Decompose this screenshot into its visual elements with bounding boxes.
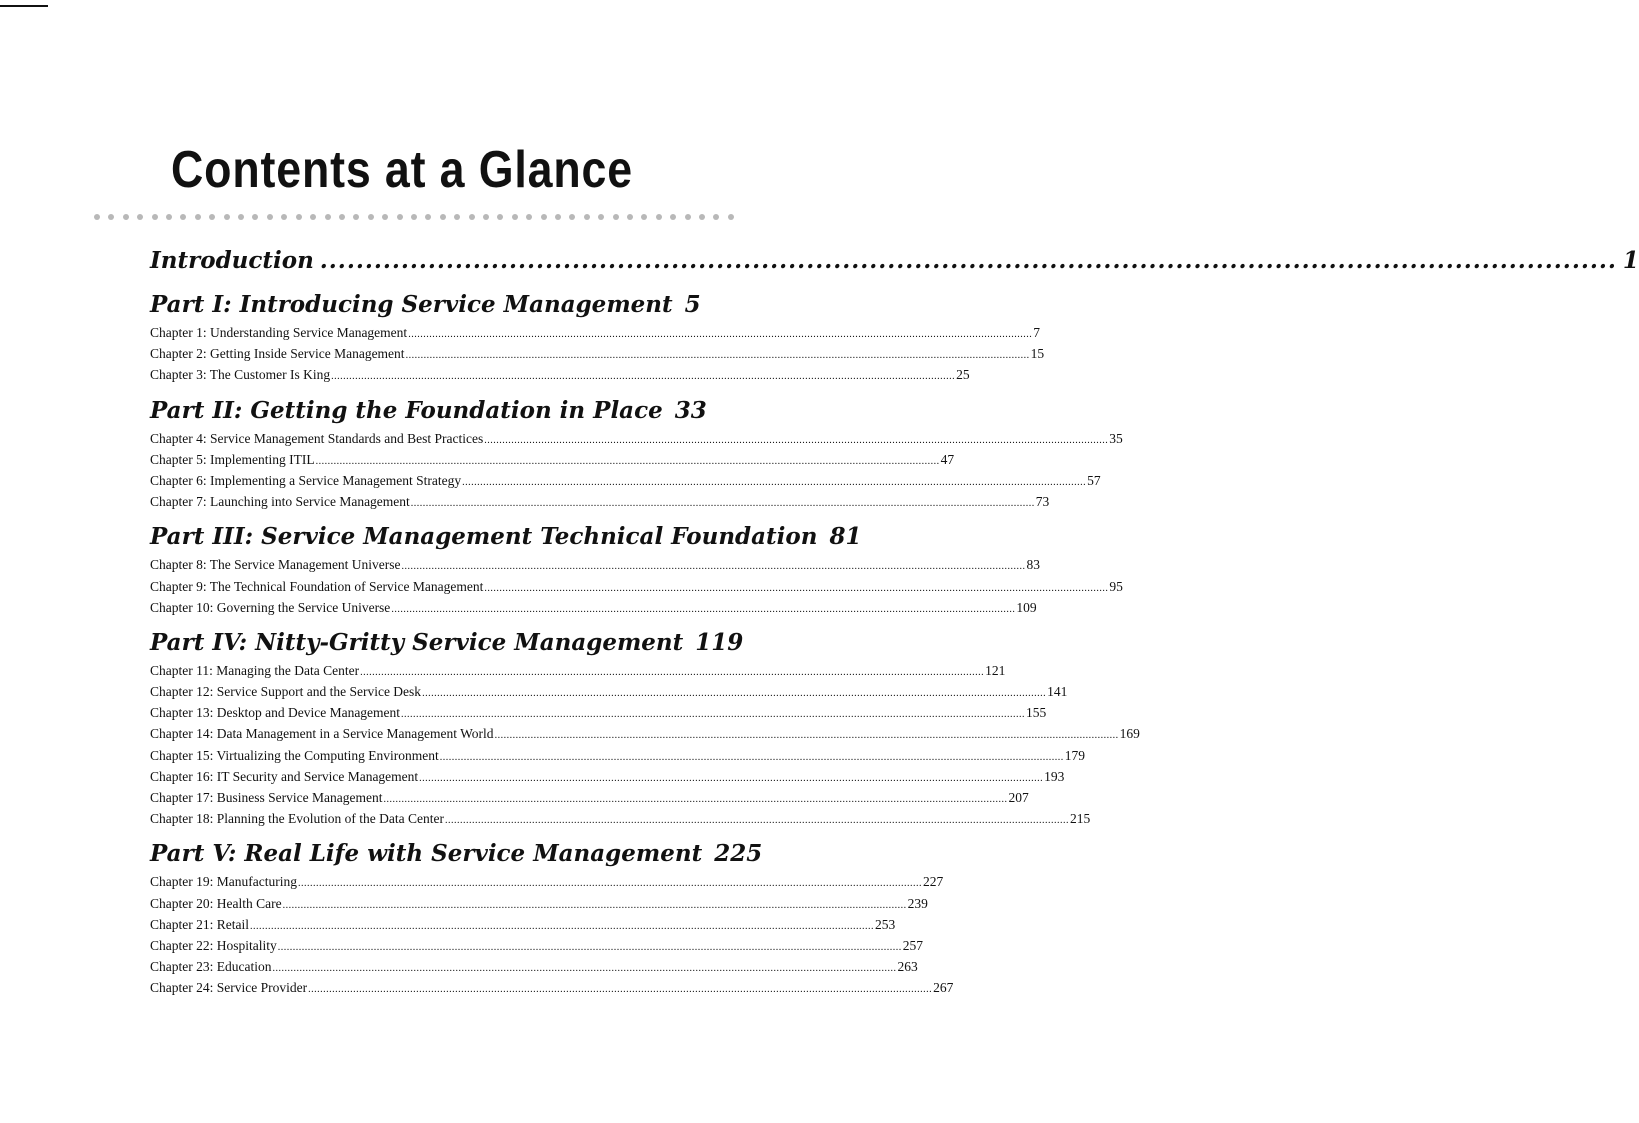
divider-dot (713, 214, 719, 220)
divider-dot (598, 214, 604, 220)
dot-leader (445, 808, 1069, 831)
chapter-title: Chapter 22: Hospitality (150, 937, 277, 953)
toc-chapter-entry[interactable] (150, 935, 923, 956)
chapter-title: Chapter 7: Launching into Service Management (150, 494, 410, 510)
divider-dot (339, 214, 345, 220)
toc-chapter-entry[interactable] (150, 977, 954, 998)
part-title: Part III: Service Management Technical Foundation (150, 523, 818, 551)
dot-leader (298, 871, 922, 894)
part-page-number: 81 (829, 523, 862, 551)
divider-dot (94, 214, 100, 220)
chapter-page-number: 57 (1087, 472, 1101, 488)
dot-leader (495, 723, 1119, 746)
toc-part-heading[interactable] (150, 837, 763, 871)
toc-chapter-entry[interactable] (150, 576, 1123, 597)
divider-dot (440, 214, 446, 220)
chapter-page-number: 193 (1044, 768, 1065, 784)
dot-leader (402, 554, 1026, 577)
dot-leader (401, 702, 1025, 725)
chapter-title: Chapter 23: Education (150, 959, 272, 975)
part-page-number: 5 (684, 291, 701, 318)
dot-leader (320, 244, 1617, 278)
chapter-list (150, 322, 1045, 386)
toc-chapter-entry[interactable] (150, 914, 896, 935)
toc-chapter-entry[interactable] (150, 322, 1040, 343)
divider-dot (180, 214, 186, 220)
toc-part-heading[interactable] (150, 626, 744, 660)
divider-dot (425, 214, 431, 220)
toc-chapter-entry[interactable] (150, 702, 1047, 723)
toc-part-heading[interactable] (150, 520, 862, 554)
divider-dot (296, 214, 302, 220)
divider-dot (656, 214, 662, 220)
chapter-page-number: 253 (874, 916, 896, 932)
part-title: Part II: Getting the Foundation in Place (150, 396, 663, 424)
parts-list (150, 288, 1140, 999)
toc-chapter-entry[interactable] (150, 745, 1086, 766)
dot-leader (411, 491, 1035, 514)
chapter-page-number: 227 (922, 874, 944, 890)
chapter-title: Chapter 10: Governing the Service Universe (150, 599, 391, 615)
chapter-title: Chapter 14: Data Management in a Service Management World (150, 726, 494, 742)
toc-part-heading[interactable] (150, 288, 701, 322)
divider-dot (685, 214, 691, 220)
divider-dot (512, 214, 518, 220)
chapter-title: Chapter 19: Manufacturing (150, 874, 297, 890)
dot-leader (272, 956, 896, 979)
chapter-page-number: 257 (902, 937, 923, 953)
divider-dot (368, 214, 374, 220)
part-page-number: 119 (695, 628, 744, 656)
divider-dot (497, 214, 503, 220)
introduction-page: 1 (1622, 247, 1639, 274)
divider-dot (454, 214, 460, 220)
chapter-page-number: 73 (1035, 494, 1050, 510)
dot-leader (308, 977, 932, 1000)
toc-chapter-entry[interactable] (150, 660, 1006, 681)
toc-chapter-entry[interactable] (150, 766, 1065, 787)
dot-leader (391, 597, 1015, 620)
part-page-number: 225 (714, 840, 763, 868)
dot-leader (360, 660, 984, 683)
chapter-title: Chapter 21: Retail (150, 916, 249, 932)
divider-dot (238, 214, 244, 220)
chapter-list (150, 660, 1140, 830)
chapter-page-number: 95 (1109, 578, 1123, 594)
chapter-page-number: 35 (1109, 430, 1123, 446)
toc-chapter-entry[interactable] (150, 681, 1068, 702)
part-title: Part V: Real Life with Service Management (150, 840, 703, 868)
chapter-list (150, 871, 954, 998)
dot-leader (408, 322, 1032, 345)
chapter-title: Chapter 9: The Technical Foundation of Service Management (150, 578, 484, 594)
divider-dot (641, 214, 647, 220)
divider-dot (699, 214, 705, 220)
chapter-title: Chapter 13: Desktop and Device Management (150, 705, 401, 721)
divider-dot (281, 214, 287, 220)
divider-dot (224, 214, 230, 220)
toc-chapter-entry[interactable] (150, 470, 1101, 491)
divider-dot (123, 214, 129, 220)
part-title: Part I: Introducing Service Management (150, 291, 673, 318)
chapter-title: Chapter 4: Service Management Standards and Best Practices (150, 430, 484, 446)
chapter-page-number: 169 (1119, 726, 1140, 742)
toc-chapter-entry[interactable] (150, 449, 955, 470)
toc-chapter-entry[interactable] (150, 428, 1123, 449)
divider-dot (483, 214, 489, 220)
divider-dot (555, 214, 561, 220)
dot-leader (422, 681, 1046, 704)
divider-dot (541, 214, 547, 220)
divider-dot (526, 214, 532, 220)
chapter-page-number: 207 (1008, 790, 1029, 805)
chapter-title: Chapter 20: Health Care (150, 895, 282, 911)
toc-chapter-entry[interactable] (150, 893, 928, 914)
toc-chapter-entry[interactable] (150, 808, 1091, 829)
chapter-title: Chapter 6: Implementing a Service Management Strategy (150, 472, 462, 488)
chapter-page-number: 141 (1047, 684, 1068, 700)
chapter-page-number: 121 (985, 662, 1006, 678)
dot-leader (484, 576, 1108, 599)
dot-leader (419, 766, 1043, 789)
divider-dot (627, 214, 633, 220)
part-title: Part IV: Nitty-Gritty Service Management (150, 628, 684, 656)
toc-chapter-entry[interactable] (150, 554, 1041, 575)
chapter-list (150, 554, 1123, 618)
dot-leader (278, 935, 902, 958)
toc-chapter-entry[interactable] (150, 491, 1050, 512)
chapter-page-number: 15 (1030, 346, 1045, 362)
introduction-label: Introduction (150, 247, 314, 274)
toc-chapter-entry[interactable] (150, 871, 944, 892)
dot-leader (406, 343, 1030, 366)
divider-dot (137, 214, 143, 220)
chapter-page-number: 263 (897, 959, 918, 975)
chapter-title: Chapter 3: The Customer Is King (150, 367, 331, 383)
divider-dot (728, 214, 734, 220)
chapter-title: Chapter 8: The Service Management Universe (150, 557, 401, 573)
toc-chapter-entry[interactable] (150, 787, 1029, 808)
chapter-title: Chapter 12: Service Support and the Service Desk (150, 684, 422, 700)
page-title: Contents at a Glance (170, 141, 634, 199)
chapter-title: Chapter 2: Getting Inside Service Management (150, 346, 405, 362)
chapter-page-number: 155 (1026, 705, 1047, 721)
divider-dot (152, 214, 158, 220)
chapter-page-number: 47 (940, 451, 955, 467)
chapter-title: Chapter 5: Implementing ITIL (150, 451, 315, 467)
chapter-page-number: 83 (1026, 557, 1041, 573)
chapter-page-number: 109 (1016, 599, 1037, 615)
dot-leader (383, 787, 1007, 810)
divider-dot (382, 214, 388, 220)
chapter-title: Chapter 1: Understanding Service Management (150, 325, 408, 340)
divider-dot (411, 214, 417, 220)
crop-mark (0, 5, 48, 7)
toc-part-heading[interactable] (150, 394, 707, 428)
divider-dot (670, 214, 676, 220)
toc-chapter-entry[interactable] (150, 956, 918, 977)
toc-chapter-entry[interactable] (150, 343, 1045, 364)
chapter-title: Chapter 16: IT Security and Service Management (150, 768, 419, 784)
divider-dot (166, 214, 172, 220)
dot-leader (462, 470, 1086, 493)
divider-dot (469, 214, 475, 220)
divider-dot (569, 214, 575, 220)
chapter-title: Chapter 11: Managing the Data Center (150, 662, 360, 678)
dot-leader (250, 914, 874, 937)
dot-leader (331, 364, 955, 387)
chapter-page-number: 267 (933, 980, 954, 996)
divider-dot (325, 214, 331, 220)
dot-leader (283, 893, 907, 916)
chapter-page-number: 215 (1069, 811, 1091, 827)
dotted-divider (94, 211, 734, 223)
dot-leader (484, 428, 1108, 451)
toc-chapter-entry[interactable] (150, 723, 1140, 744)
divider-dot (310, 214, 316, 220)
chapter-title: Chapter 18: Planning the Evolution of the Data Center (150, 811, 444, 827)
divider-dot (397, 214, 403, 220)
divider-dot (195, 214, 201, 220)
divider-dot (584, 214, 590, 220)
part-page-number: 33 (674, 396, 707, 424)
toc-chapter-entry[interactable] (150, 364, 970, 385)
chapter-list (150, 428, 1123, 513)
chapter-title: Chapter 17: Business Service Management (150, 790, 383, 805)
table-of-contents (150, 244, 1639, 1007)
divider-dot (108, 214, 114, 220)
toc-chapter-entry[interactable] (150, 597, 1037, 618)
toc-introduction[interactable] (150, 244, 1639, 278)
divider-dot (252, 214, 258, 220)
chapter-page-number: 179 (1064, 747, 1086, 763)
chapter-page-number: 7 (1033, 325, 1040, 340)
divider-dot (353, 214, 359, 220)
dot-leader (316, 449, 940, 472)
chapter-page-number: 239 (907, 895, 928, 911)
dot-leader (440, 745, 1064, 768)
chapter-title: Chapter 24: Service Provider (150, 980, 308, 996)
chapter-page-number: 25 (956, 367, 970, 383)
divider-dot (209, 214, 215, 220)
chapter-title: Chapter 15: Virtualizing the Computing Environment (150, 747, 439, 763)
divider-dot (613, 214, 619, 220)
divider-dot (267, 214, 273, 220)
